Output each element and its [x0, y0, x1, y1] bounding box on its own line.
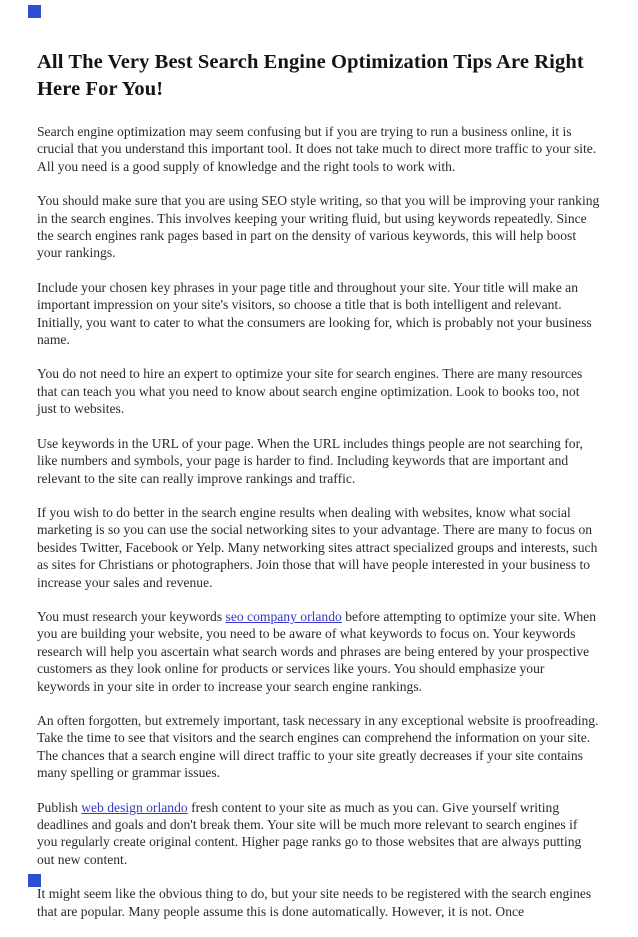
paragraph-text: It might seem like the obvious thing to do, but your site needs to be registered with the search engines that are popular. Many people assume this is done automatically. However, it is not. Once: [37, 886, 592, 919]
paragraph: [37, 279, 600, 349]
paragraph-text: If you wish to do better in the search engine results when dealing with websites, know what social marketing is so you can use the social networking sites to your advantage. There are many to focus on besides Twitter, Facebook or Yelp. Many networking sites attract specialized groups and interests, such as sites for Christians or photographers. Join those that will have people interested in your business to increase your sales and revenue.: [37, 504, 598, 590]
article-body: [37, 123, 600, 920]
paragraph-text: Publish: [37, 799, 82, 815]
page-title: All The Very Best Search Engine Optimization Tips Are Right Here For You!: [37, 51, 584, 100]
paragraph-text: before attempting to optimize your site. When you are building your website, you need to be aware of what keywords to focus on. Your keywords research will help you ascertain what search words and phrases are being entered by your prospective customers as they look online for products or services like yours. You should emphasize your keywords in your site in order to increase your search engine rankings.: [37, 608, 596, 694]
paragraph: [37, 192, 600, 262]
paragraph: [37, 608, 600, 695]
paragraph: [37, 504, 600, 591]
accent-square-top-left: [28, 5, 41, 18]
paragraph-text: Include your chosen key phrases in your page title and throughout your site. Your title will make an important impression on your site's visitors, so choose a title that is both intelligent and relevant. Initially, you want to cater to what the consumers are looking for, which is probably not your business name.: [37, 279, 592, 348]
link-web-design-orlando[interactable]: web design orlando: [81, 799, 188, 815]
paragraph: [37, 712, 600, 782]
paragraph: [37, 365, 600, 417]
paragraph-text: An often forgotten, but extremely important, task necessary in any exceptional website is proofreading. Take the time to see that visitors and the search engines can comprehend the information on your site. The chances that a search engine will direct traffic to your site greatly decreases if your site contains many spelling or grammar issues.: [37, 712, 599, 781]
paragraph-text: fresh content to your site as much as you can. Give yourself writing deadlines and goals and don't break them. Your site will be much more relevant to search engines if you regularly create original content. Higher page ranks go to those websites that are always putting out new content.: [37, 799, 582, 867]
paragraph-text: You do not need to hire an expert to optimize your site for search engines. There are many resources that can teach you what you need to know about search engine optimization. Look to books too, not just to websites.: [37, 366, 583, 417]
paragraph-text: You should make sure that you are using SEO style writing, so that you will be improving your ranking in the search engines. This involves keeping your writing fluid, but using keywords repeatedly. Since the search engines rank pages based in part on the density of various keywords, this will help boost your rankings.: [37, 193, 600, 261]
paragraph: [37, 123, 600, 175]
paragraph-text: You must research your keywords: [37, 608, 226, 624]
paragraph-text: Use keywords in the URL of your page. When the URL includes things people are not searching for, like numbers and symbols, your page is harder to find. Including keywords that are important and relevant to the site can really improve rankings and traffic.: [37, 435, 583, 486]
paragraph-text: Search engine optimization may seem confusing but if you are trying to run a business online, it is crucial that you understand this important tool. It does not take much to direct more traffic to your site. All you need is a good supply of knowledge and the right tools to work with.: [37, 124, 597, 174]
article: [37, 49, 600, 937]
paragraph: [37, 435, 600, 487]
link-seo-company-orlando[interactable]: seo company orlando: [225, 608, 342, 624]
paragraph: [37, 799, 600, 869]
